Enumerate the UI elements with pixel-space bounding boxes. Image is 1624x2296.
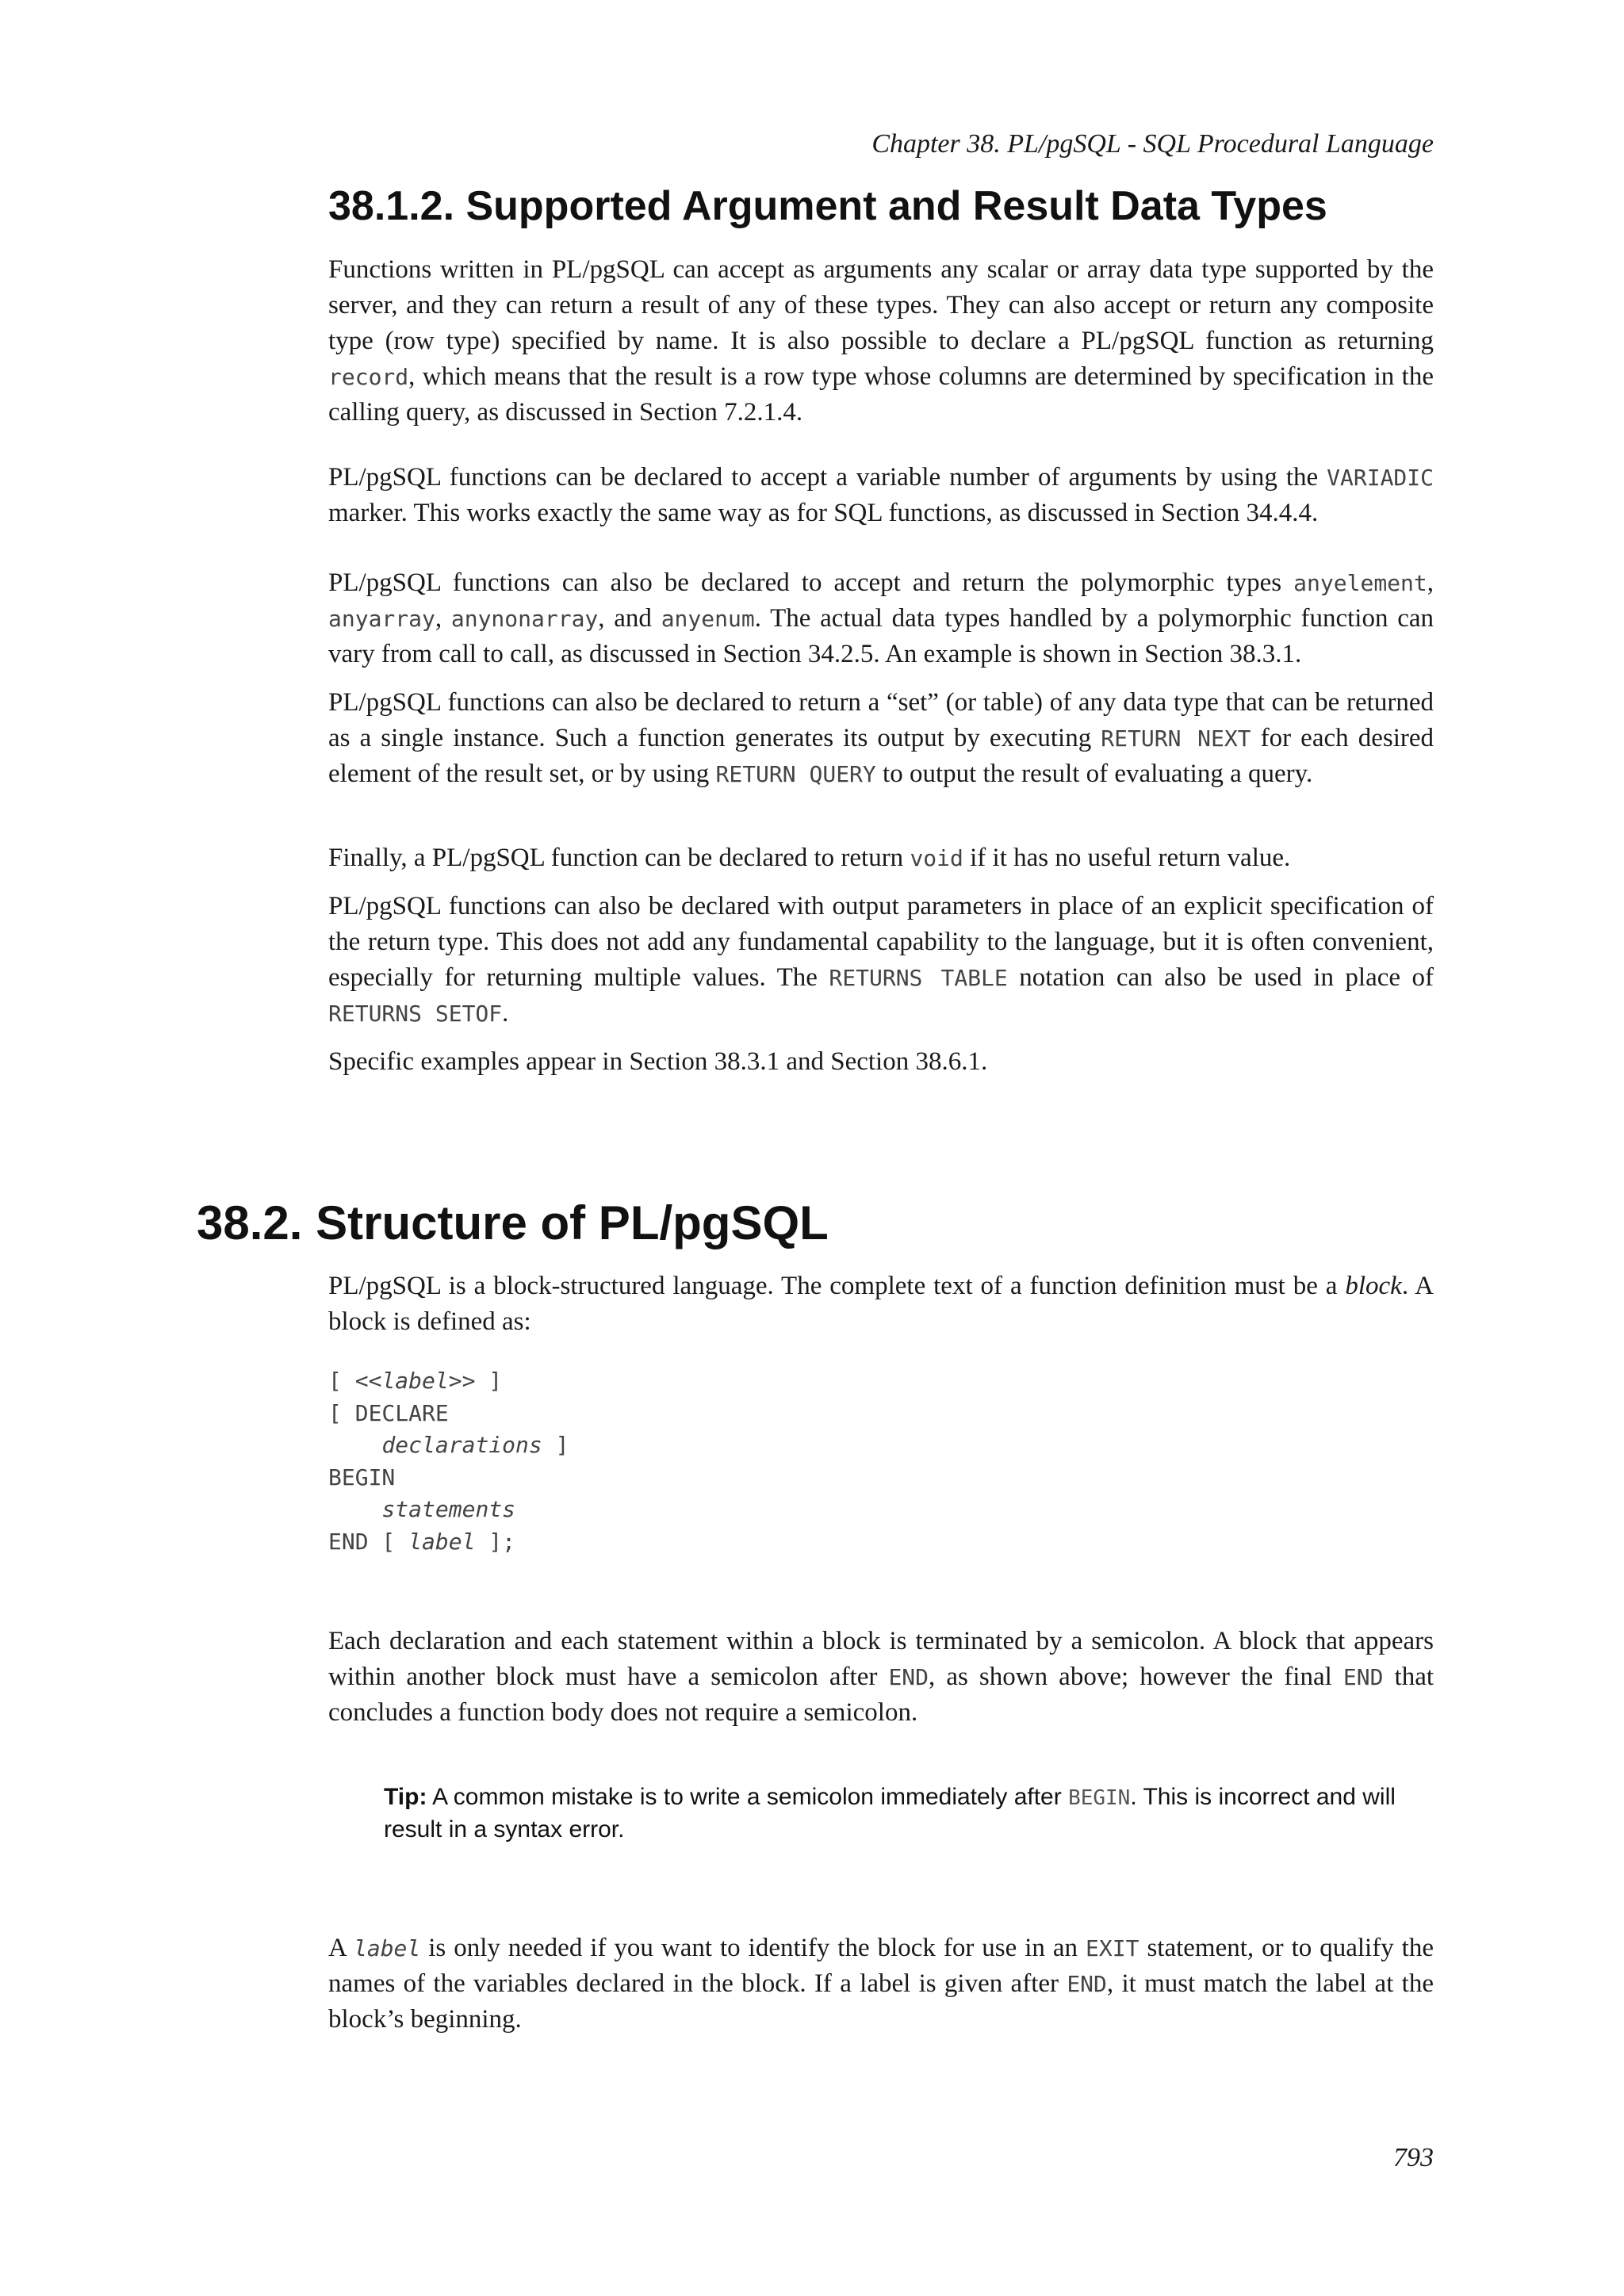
code-placeholder: declarations	[381, 1432, 542, 1459]
paragraph-semicolon	[328, 1624, 1434, 1731]
tip-note	[384, 1781, 1434, 1846]
code-returns-setof: RETURNS SETOF	[328, 1001, 503, 1027]
code-placeholder: label	[408, 1528, 476, 1555]
code-void: void	[910, 845, 963, 871]
code-text: [ DECLARE	[328, 1399, 449, 1426]
text-run: , which means that the result is a row type whose columns are determined by specification in the calling query, as discussed in Section 7.2.1.4.	[328, 362, 1434, 427]
code-return-query: RETURN QUERY	[715, 761, 876, 787]
section-heading-38-2: 38.2. Structure of PL/pgSQL	[197, 1196, 829, 1249]
text-run: if it has no useful return value.	[963, 844, 1291, 872]
code-variadic: VARIADIC	[1327, 465, 1434, 491]
code-block-syntax	[328, 1365, 569, 1559]
code-placeholder: label	[381, 1368, 449, 1394]
paragraph-block-structured	[328, 1269, 1434, 1340]
code-anyenum: anyenum	[661, 606, 755, 632]
code-text: [ <<	[328, 1368, 382, 1394]
text-run: . A block is defined as:	[328, 1272, 1434, 1336]
text-run: , and	[598, 604, 661, 633]
paragraph-output-parameters	[328, 889, 1434, 1031]
paragraph-label	[328, 1931, 1434, 2038]
code-end: END	[1067, 1971, 1107, 1997]
paragraph-argument-types	[328, 252, 1434, 430]
paragraph-void	[328, 840, 1434, 876]
code-text: END [	[328, 1528, 409, 1555]
paragraph-set-returning	[328, 685, 1434, 792]
code-text: BEGIN	[328, 1464, 396, 1490]
code-placeholder: statements	[381, 1496, 516, 1523]
paragraph-variadic	[328, 460, 1434, 531]
text-run: Specific examples appear in Section 38.3.1 and Section 38.6.1.	[328, 1047, 988, 1076]
text-run: is only needed if you want to identify the block for use in an	[420, 1934, 1086, 1962]
code-text: ];	[475, 1528, 516, 1555]
text-run: . This is incorrect and will result in a syntax error.	[384, 1784, 1396, 1843]
code-anyarray: anyarray	[328, 606, 435, 632]
paragraph-polymorphic	[328, 565, 1434, 672]
code-indent	[328, 1432, 381, 1458]
paragraph-specific-examples	[328, 1044, 1434, 1080]
section-heading-38-1-2: 38.1.2. Supported Argument and Result Data Types	[328, 183, 1327, 229]
text-run: Finally, a PL/pgSQL function can be declared to return	[328, 844, 910, 872]
code-return-next: RETURN NEXT	[1101, 725, 1251, 752]
text-run: ,	[435, 604, 451, 633]
text-run: that concludes a function body does not require a semicolon.	[328, 1663, 1434, 1727]
text-run: A	[328, 1934, 354, 1962]
text-run: Functions written in PL/pgSQL can accept as arguments any scalar or array data type supported by the server, and they can return a result of any of these types. They can also accept or return any composite type (row type) specified by name. It is also possible to declare a PL/pgSQL function as returning	[328, 255, 1434, 355]
emphasis-block: block	[1345, 1272, 1402, 1300]
text-run: , as shown above; however the final	[929, 1663, 1343, 1691]
code-text: ]	[542, 1432, 569, 1459]
code-returns-table: RETURNS TABLE	[829, 965, 1008, 991]
code-anynonarray: anynonarray	[450, 606, 599, 632]
text-run: .	[502, 999, 509, 1027]
code-anyelement: anyelement	[1293, 570, 1427, 596]
running-header: Chapter 38. PL/pgSQL - SQL Procedural Language	[871, 129, 1434, 159]
text-run: notation can also be used in place of	[1007, 963, 1434, 992]
text-run: to output the result of evaluating a query.	[875, 760, 1313, 788]
code-end: END	[888, 1664, 929, 1690]
code-record: record	[328, 364, 409, 390]
text-run: PL/pgSQL functions can also be declared with output parameters in place of an explicit specification of the return type. This does not add any fundamental capability to the language, but it is often convenient, especially for returning multiple values. The	[328, 892, 1434, 992]
text-run: PL/pgSQL functions can be declared to accept a variable number of arguments by using the	[328, 463, 1327, 492]
text-run: PL/pgSQL functions can also be declared to return a “set” (or table) of any data type that can be returned as a single instance. Such a function generates its output by executing	[328, 688, 1434, 752]
text-run: . The actual data types handled by a polymorphic function can vary from call to call, as discussed in Section 34.2.5. An example is shown in Section 38.3.1.	[328, 604, 1434, 668]
text-run: Each declaration and each statement within a block is terminated by a semicolon. A block that appears within another block must have a semicolon after	[328, 1627, 1434, 1691]
text-run: statement, or to qualify the names of the variables declared in the block. If a label is given after	[328, 1934, 1434, 1998]
code-text: >> ]	[448, 1368, 503, 1394]
text-run: marker. This works exactly the same way as for SQL functions, as discussed in Section 34.4.4.	[328, 499, 1319, 527]
code-label: label	[353, 1935, 421, 1961]
text-run: A common mistake is to write a semicolon immediately after	[427, 1784, 1069, 1810]
text-run: , it must match the label at the block’s beginning.	[328, 1969, 1434, 2034]
text-run: ,	[1427, 568, 1434, 597]
code-end: END	[1342, 1664, 1384, 1690]
text-run: PL/pgSQL is a block-structured language. The complete text of a function definition must be a	[328, 1272, 1346, 1300]
code-exit: EXIT	[1086, 1935, 1139, 1961]
code-begin: BEGIN	[1068, 1786, 1131, 1810]
code-indent	[328, 1496, 381, 1522]
page-number: 793	[1393, 2143, 1434, 2172]
text-run: for each desired element of the result set, or by using	[328, 724, 1434, 788]
tip-label: Tip:	[384, 1784, 427, 1810]
text-run: PL/pgSQL functions can also be declared to accept and return the polymorphic types	[328, 568, 1294, 597]
